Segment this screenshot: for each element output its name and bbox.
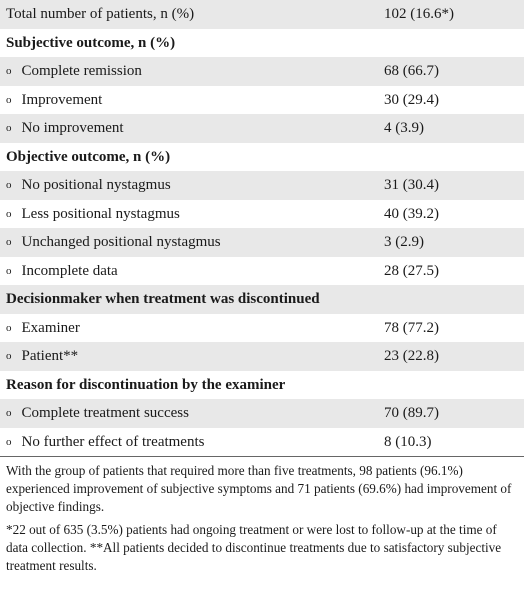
footnote-star: *22 out of 635 (3.5%) patients had ongoing treatment or were lost to follow-up at the time of data collection. **All patients decided to discontinue treatments due to satisfactory subjective treatment results. (6, 521, 502, 574)
bullet-icon: o (6, 407, 12, 419)
row-value: 70 (89.7) (384, 405, 439, 421)
row-value: 3 (2.9) (384, 234, 424, 250)
bullet-icon: o (6, 264, 12, 277)
bullet-icon: o (6, 236, 12, 248)
row-label: Unchanged positional nystagmus (21, 234, 221, 250)
row-value: 23 (22.8) (384, 348, 439, 364)
row-value: 30 (29.4) (384, 91, 439, 108)
row-value: 28 (27.5) (384, 262, 439, 279)
table-row (0, 200, 524, 229)
row-value: 40 (39.2) (384, 205, 439, 222)
table-row (0, 371, 524, 400)
bullet-icon: o (6, 350, 12, 362)
row-value: 8 (10.3) (384, 433, 432, 450)
row-value: 68 (66.7) (384, 63, 439, 79)
table-row (0, 314, 524, 343)
table-row (0, 171, 524, 200)
table-row (0, 428, 524, 457)
row-value: 31 (30.4) (384, 177, 439, 193)
row-label: Examiner (21, 319, 80, 336)
row-value: 78 (77.2) (384, 319, 439, 336)
row-value: 4 (3.9) (384, 120, 424, 136)
bullet-icon: o (6, 65, 12, 77)
row-label: Patient** (21, 348, 79, 364)
row-value: 102 (16.6*) (384, 6, 454, 22)
table-row (0, 342, 524, 371)
bullet-icon: o (6, 122, 12, 134)
table-row (0, 57, 524, 86)
table-row (0, 29, 524, 58)
row-label: No positional nystagmus (21, 177, 171, 193)
bullet-icon: o (6, 207, 12, 220)
table-row (0, 143, 524, 172)
table-bottom-rule (0, 456, 524, 457)
row-label: Complete remission (21, 63, 142, 79)
row-label: No improvement (21, 120, 124, 136)
row-label: Less positional nystagmus (21, 205, 180, 222)
row-label: Incomplete data (21, 262, 118, 279)
section-heading: Decisionmaker when treatment was discontinued (6, 291, 320, 307)
row-label: No further effect of treatments (21, 433, 205, 450)
table-row (0, 257, 524, 286)
table-row (0, 0, 524, 29)
table-row (0, 399, 524, 428)
table-row (0, 114, 524, 143)
table-row (0, 285, 524, 314)
bullet-icon: o (6, 179, 12, 191)
section-heading: Objective outcome, n (%) (6, 148, 171, 165)
row-label: Improvement (21, 91, 103, 108)
row-label: Complete treatment success (21, 405, 189, 421)
table-footnote (6, 462, 518, 579)
section-heading: Reason for discontinuation by the examiner (6, 376, 286, 393)
table-row (0, 228, 524, 257)
bullet-icon: o (6, 321, 12, 334)
footnote-note: With the group of patients that required more than five treatments, 98 patients (96.1%) experienced improvement of subjective symptoms and 71 patients (69.6%) had improvement of objective findings. (6, 463, 512, 515)
section-heading: Subjective outcome, n (%) (6, 34, 176, 51)
bullet-icon: o (6, 93, 12, 106)
row-label: Total number of patients, n (%) (6, 6, 195, 22)
table-row (0, 86, 524, 115)
bullet-icon: o (6, 435, 12, 448)
